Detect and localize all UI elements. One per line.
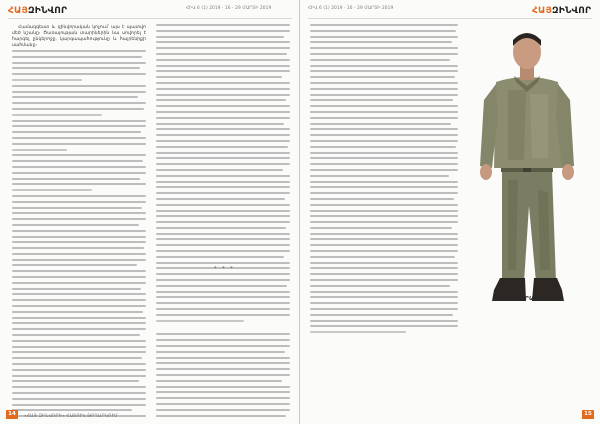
right-page	[300, 0, 600, 424]
section-separator: * * *	[214, 266, 235, 272]
magazine-logo: ՀԱՅԶԻՆՎՈՐ	[532, 6, 592, 16]
page-number-left: 14	[6, 410, 18, 419]
page-number-right: 15	[582, 410, 594, 419]
issue-info: ՀԻՎ 6 (1) 2019 · 16 - 29 ՄԱՐՏԻ 2019	[308, 6, 394, 11]
lead-paragraph: Համազգեստ և զինվորական կոչում՝ այս է պատվո մեծ նշանը։ Ծառայության տարիներին նա սովորել է հարգել ընկերոջը, կարգապահությունը և հայրենիքի սահմանը։	[12, 24, 146, 47]
header-divider	[8, 18, 292, 19]
magazine-logo: ՀԱՅԶԻՆՎՈՐ	[8, 6, 68, 16]
article-column-3	[310, 24, 458, 337]
article-column-2	[156, 24, 290, 420]
article-column-1	[12, 24, 146, 421]
photo-caption: ՏԱՐՕ ՄԻՐԱԶԵՆԻ	[496, 296, 552, 302]
page-footer: «ՀԱՅ ԶԻՆՎՈՐԻ» ՀԱՏՈՒԿ ԹՈՂԱՐԿՈՒՄ	[24, 413, 118, 418]
header-divider	[308, 18, 592, 19]
soldier-photo	[458, 20, 596, 308]
issue-info: ՀԻՎ 6 (1) 2019 · 16 - 29 ՄԱՐՏԻ 2019	[186, 6, 272, 11]
